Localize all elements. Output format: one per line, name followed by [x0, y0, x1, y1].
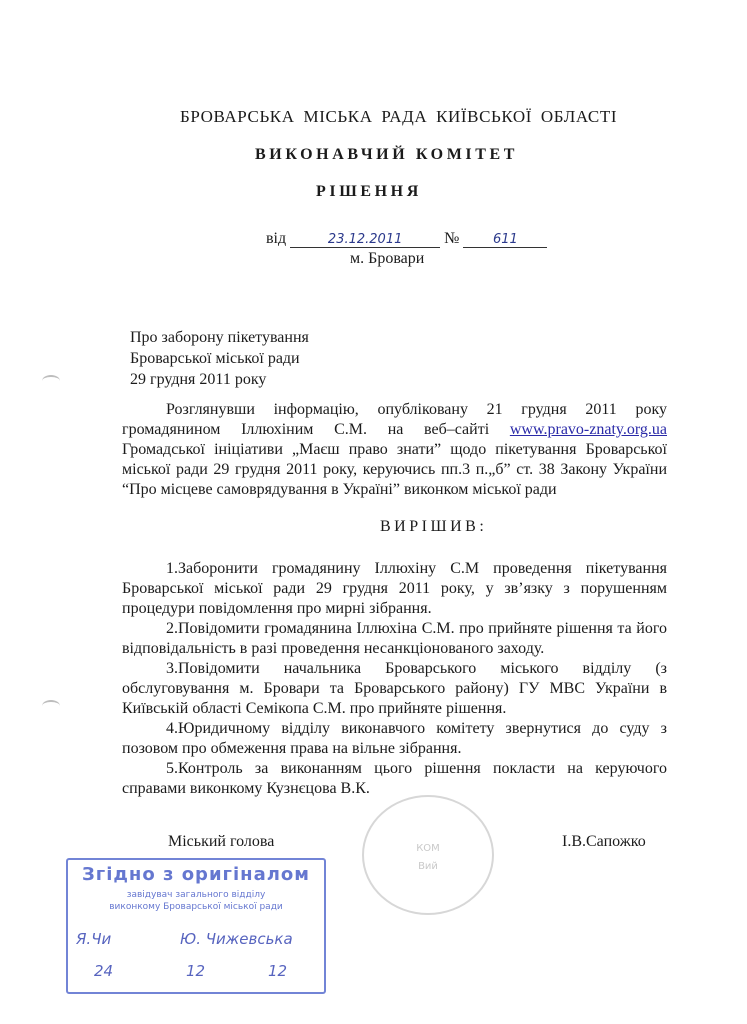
intro-paragraph: [122, 400, 667, 500]
copy-stamp-initials: Я.Чи: [76, 930, 112, 948]
decision-items: [122, 559, 667, 799]
document-type-heading: РІШЕННЯ: [316, 183, 422, 200]
copy-stamp-line: виконкому Броварської міської ради: [109, 902, 283, 912]
subject-line: Броварської міської ради: [130, 350, 300, 367]
seal-text: Вий: [418, 861, 438, 872]
copy-stamp-title: Згідно з оригіналом: [82, 864, 310, 885]
seal-text: КОМ: [416, 843, 440, 854]
subject-line: 29 грудня 2011 року: [130, 371, 267, 388]
decision-item: 4.Юридичному відділу виконавчого комітету звернутися до суду з позовом про обмеження права на вільне зібрання.: [122, 720, 667, 757]
decision-item: 3.Повідомити начальника Броварського міського відділу (з обслуговування м. Бровари та Броварського району) ГУ МВС України в Київській області Семікопа С.М. про прийняте рішення.: [122, 660, 667, 717]
copy-stamp-year: 12: [268, 962, 288, 980]
handwritten-number: 611: [463, 232, 547, 248]
binding-hole-mark: [42, 375, 60, 387]
date-number-line: [266, 230, 547, 248]
intro-text: Громадської ініціативи „Маєш право знати” щодо пікетування Броварської міської ради 29 грудня 2011 року, керуючись пп.3 п.„б” ст. 38 Закону України “Про місцеве самоврядування в Україні” виконком міської ради: [122, 441, 667, 498]
copy-stamp-day: 24: [94, 962, 114, 980]
subject-line: Про заборону пікетування: [130, 329, 309, 346]
council-heading: БРОВАРСЬКА МІСЬКА РАДА КИЇВСЬКОЇ ОБЛАСТІ: [180, 107, 618, 126]
date-prefix: від: [266, 230, 287, 247]
copy-stamp-signature: Ю. Чижевська: [180, 930, 293, 948]
subject-block: [130, 327, 309, 390]
copy-stamp-month: 12: [186, 962, 206, 980]
faded-seal: [362, 795, 494, 915]
intro-text: Розглянувши інформацію, опубліковану 21 грудня 2011 року громадянином Іллюхіним С.М. на веб–сайті: [122, 401, 667, 438]
committee-heading: ВИКОНАВЧИЙ КОМІТЕТ: [255, 146, 519, 163]
signatory-title: Міський голова: [168, 833, 275, 850]
copy-stamp-line: завідувач загального відділу: [126, 890, 266, 900]
decision-heading: ВИРІШИВ:: [380, 518, 488, 535]
place-of-issue: м. Бровари: [350, 250, 425, 267]
decision-item: 5.Контроль за виконанням цього рішення покласти на керуючого справами виконкому Кузнєцова В.К.: [122, 760, 667, 797]
decision-item: 2.Повідомити громадянина Іллюхіна С.М. про прийняте рішення та його відповідальність в разі проведення несанкціонованого заходу.: [122, 620, 667, 657]
handwritten-date: 23.12.2011: [290, 232, 440, 248]
number-label: №: [444, 230, 460, 247]
website-link[interactable]: www.pravo-znaty.org.ua: [509, 421, 667, 438]
binding-hole-mark: [42, 700, 60, 712]
certified-copy-stamp: [66, 858, 326, 994]
decision-item: 1.Заборонити громадянину Іллюхіну С.М проведення пікетування Броварської міської ради 29 грудня 2011 року, у зв’язку з порушенням процедури повідомлення про мирні зібрання.: [122, 560, 667, 617]
signatory-name: І.В.Сапожко: [562, 833, 646, 850]
